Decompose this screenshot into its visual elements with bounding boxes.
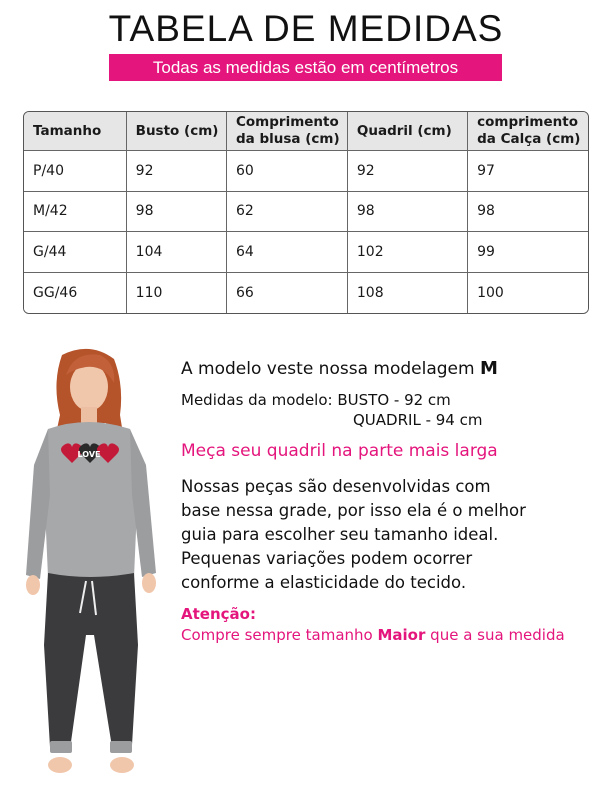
hip-tip: Meça seu quadril na parte mais larga xyxy=(181,441,498,461)
table-cell: 66 xyxy=(227,273,348,314)
table-row xyxy=(24,273,588,314)
table-cell: 98 xyxy=(348,192,468,233)
hip-measure: QUADRIL - 94 cm xyxy=(353,411,483,429)
table-row xyxy=(24,151,588,192)
table-cell: 108 xyxy=(348,273,468,314)
column-header: Busto (cm) xyxy=(127,112,227,151)
attention-title: Atenção: xyxy=(181,605,256,623)
measures-label: Medidas da modelo: xyxy=(181,391,333,409)
table-cell: GG/46 xyxy=(24,273,127,314)
column-header: Quadril (cm) xyxy=(348,112,468,151)
table-cell: 92 xyxy=(127,151,227,192)
table-cell: 98 xyxy=(468,192,588,233)
table-cell: 102 xyxy=(348,232,468,273)
column-header: comprimento da Calça (cm) xyxy=(468,112,588,151)
table-cell: M/42 xyxy=(24,192,127,233)
shirt-print-text: LOVE xyxy=(77,450,101,459)
attention-bold: Maior xyxy=(377,626,426,644)
table-cell: 98 xyxy=(127,192,227,233)
table-cell: 97 xyxy=(468,151,588,192)
column-header: Tamanho xyxy=(24,112,127,151)
table-row xyxy=(24,232,588,273)
table-cell: 92 xyxy=(348,151,468,192)
table-cell: 60 xyxy=(227,151,348,192)
model-size: M xyxy=(479,358,498,379)
table-cell: 62 xyxy=(227,192,348,233)
table-row xyxy=(24,192,588,233)
table-cell: 100 xyxy=(468,273,588,314)
table-cell: P/40 xyxy=(24,151,127,192)
description: Nossas peças são desenvolvidas com base nessa grade, por isso ela é o melhor guia para escolher seu tamanho ideal. Pequenas variações podem ocorrer conforme a elasticidade do tecido. xyxy=(181,477,526,592)
bust-measure: BUSTO - 92 cm xyxy=(337,391,451,409)
column-header: Comprimento da blusa (cm) xyxy=(227,112,348,151)
attention-text: Compre sempre tamanho Maior que a sua medida xyxy=(181,626,565,644)
model-measures xyxy=(181,390,482,430)
model-photo xyxy=(14,345,166,785)
table-header-row xyxy=(24,112,588,151)
table-cell: 110 xyxy=(127,273,227,314)
table-cell: G/44 xyxy=(24,232,127,273)
size-table xyxy=(23,111,589,314)
model-size-line: A modelo veste nossa modelagem M xyxy=(181,358,498,379)
page-title: TABELA DE MEDIDAS xyxy=(108,8,504,49)
table-cell: 104 xyxy=(127,232,227,273)
subtitle-banner: Todas as medidas estão em centímetros xyxy=(109,54,502,81)
table-cell: 99 xyxy=(468,232,588,273)
table-cell: 64 xyxy=(227,232,348,273)
